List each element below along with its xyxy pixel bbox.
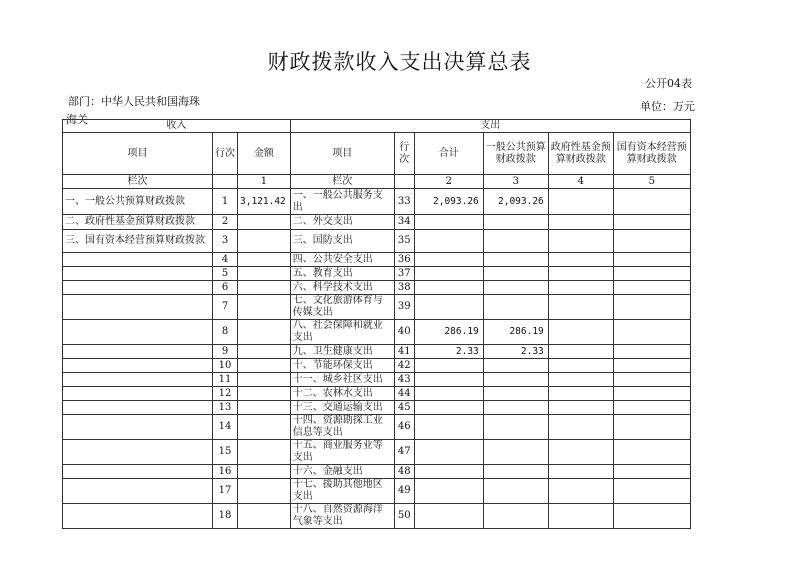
income-header: 收入 — [63, 120, 291, 133]
total-amount — [414, 359, 483, 373]
income-amount — [238, 295, 291, 320]
general-budget-amount: 286.19 — [483, 320, 548, 345]
general-budget-amount — [483, 295, 548, 320]
gov-fund-amount — [548, 504, 613, 529]
income-item — [63, 373, 213, 387]
expense-item: 一、一般公共服务支出 — [290, 189, 394, 215]
expense-line: 43 — [394, 373, 414, 387]
col-exp-item: 项目 — [290, 133, 394, 175]
gov-fund-amount — [548, 401, 613, 415]
total-amount: 286.19 — [414, 320, 483, 345]
form-code: 公开04表 — [645, 77, 692, 90]
income-amount — [238, 415, 291, 440]
total-amount — [414, 267, 483, 281]
income-item: 三、国有资本经营预算财政拨款 — [63, 230, 213, 253]
income-item: 一、一般公共预算财政拨款 — [63, 189, 213, 215]
col-income-amount: 金额 — [238, 133, 291, 175]
expense-line: 33 — [394, 189, 414, 215]
expense-item: 十一、城乡社区支出 — [290, 373, 394, 387]
expense-item: 十八、自然资源海洋气象等支出 — [290, 504, 394, 529]
expense-item: 九、卫生健康支出 — [290, 345, 394, 359]
income-line: 15 — [213, 440, 238, 465]
col-total: 合计 — [414, 133, 483, 175]
income-item — [63, 387, 213, 401]
income-item — [63, 504, 213, 529]
state-capital-amount — [613, 359, 690, 373]
general-budget-amount — [483, 281, 548, 295]
expense-item: 十六、金融支出 — [290, 465, 394, 479]
state-capital-amount — [613, 267, 690, 281]
income-amount — [238, 387, 291, 401]
col-income-line: 行次 — [213, 133, 238, 175]
table-row — [63, 479, 691, 504]
table-row — [63, 359, 691, 373]
state-capital-amount — [613, 415, 690, 440]
table-row — [63, 504, 691, 529]
col-index-4: 4 — [548, 175, 613, 189]
income-line: 11 — [213, 373, 238, 387]
col-index-2: 2 — [414, 175, 483, 189]
state-capital-amount — [613, 253, 690, 267]
income-line: 7 — [213, 295, 238, 320]
gov-fund-amount — [548, 267, 613, 281]
income-item — [63, 253, 213, 267]
gov-fund-amount — [548, 281, 613, 295]
income-amount — [238, 465, 291, 479]
general-budget-amount — [483, 253, 548, 267]
gov-fund-amount — [548, 415, 613, 440]
general-budget-amount — [483, 465, 548, 479]
expense-line: 46 — [394, 415, 414, 440]
state-capital-amount — [613, 215, 690, 230]
budget-table — [62, 119, 691, 529]
col-index-label: 栏次 — [63, 175, 213, 189]
income-line: 1 — [213, 189, 238, 215]
col-index-1: 1 — [238, 175, 291, 189]
expense-line: 48 — [394, 465, 414, 479]
expense-item: 五、教育支出 — [290, 267, 394, 281]
income-item — [63, 415, 213, 440]
income-line: 6 — [213, 281, 238, 295]
state-capital-amount — [613, 373, 690, 387]
income-amount — [238, 401, 291, 415]
total-amount — [414, 465, 483, 479]
state-capital-amount — [613, 281, 690, 295]
table-row — [63, 401, 691, 415]
income-item — [63, 359, 213, 373]
general-budget-amount — [483, 267, 548, 281]
total-amount: 2,093.26 — [414, 189, 483, 215]
income-line: 14 — [213, 415, 238, 440]
state-capital-amount — [613, 387, 690, 401]
expense-item: 三、国防支出 — [290, 230, 394, 253]
income-line: 16 — [213, 465, 238, 479]
gov-fund-amount — [548, 253, 613, 267]
total-amount — [414, 440, 483, 465]
gov-fund-amount — [548, 387, 613, 401]
col-index-label-2: 栏次 — [290, 175, 394, 189]
income-line: 5 — [213, 267, 238, 281]
state-capital-amount — [613, 401, 690, 415]
gov-fund-amount — [548, 373, 613, 387]
expense-line: 37 — [394, 267, 414, 281]
expense-line: 42 — [394, 359, 414, 373]
state-capital-amount — [613, 479, 690, 504]
table-row — [63, 295, 691, 320]
table-row — [63, 215, 691, 230]
col-index-empty — [213, 175, 238, 189]
income-amount — [238, 267, 291, 281]
table-row — [63, 387, 691, 401]
income-amount — [238, 440, 291, 465]
expense-item: 十三、交通运输支出 — [290, 401, 394, 415]
expense-item: 十五、商业服务业等支出 — [290, 440, 394, 465]
income-item — [63, 440, 213, 465]
income-line: 10 — [213, 359, 238, 373]
general-budget-amount — [483, 215, 548, 230]
total-amount — [414, 215, 483, 230]
state-capital-amount — [613, 345, 690, 359]
income-line: 12 — [213, 387, 238, 401]
expense-line: 47 — [394, 440, 414, 465]
income-line: 17 — [213, 479, 238, 504]
expense-header: 支出 — [290, 120, 690, 133]
income-amount — [238, 479, 291, 504]
state-capital-amount — [613, 465, 690, 479]
department-line-2: 海关 — [66, 113, 88, 126]
general-budget-amount: 2.33 — [483, 345, 548, 359]
total-amount — [414, 415, 483, 440]
department-line-1: 部门：中华人民共和国海珠 — [68, 95, 200, 108]
general-budget-amount — [483, 230, 548, 253]
page-title: 财政拨款收入支出决算总表 — [267, 50, 532, 74]
table-row — [63, 345, 691, 359]
total-amount — [414, 387, 483, 401]
general-budget-amount — [483, 504, 548, 529]
col-exp-line: 行次 — [394, 133, 414, 175]
expense-line: 50 — [394, 504, 414, 529]
table-row — [63, 415, 691, 440]
col-index-5: 5 — [613, 175, 690, 189]
general-budget-amount: 2,093.26 — [483, 189, 548, 215]
expense-item: 十、节能环保支出 — [290, 359, 394, 373]
col-general-budget: 一般公共预算财政拨款 — [483, 133, 548, 175]
total-amount — [414, 281, 483, 295]
gov-fund-amount — [548, 320, 613, 345]
expense-item: 八、社会保障和就业支出 — [290, 320, 394, 345]
general-budget-amount — [483, 479, 548, 504]
col-index-3: 3 — [483, 175, 548, 189]
table-row — [63, 440, 691, 465]
income-item — [63, 401, 213, 415]
income-amount — [238, 373, 291, 387]
expense-line: 34 — [394, 215, 414, 230]
expense-line: 40 — [394, 320, 414, 345]
gov-fund-amount — [548, 359, 613, 373]
gov-fund-amount — [548, 189, 613, 215]
table-row — [63, 189, 691, 215]
state-capital-amount — [613, 230, 690, 253]
table-row — [63, 465, 691, 479]
income-amount — [238, 253, 291, 267]
total-amount — [414, 401, 483, 415]
table-row — [63, 373, 691, 387]
total-amount — [414, 295, 483, 320]
expense-line: 49 — [394, 479, 414, 504]
table-row — [63, 253, 691, 267]
income-item — [63, 479, 213, 504]
income-amount — [238, 359, 291, 373]
table-row — [63, 267, 691, 281]
income-item — [63, 320, 213, 345]
gov-fund-amount — [548, 465, 613, 479]
income-amount — [238, 281, 291, 295]
state-capital-amount — [613, 440, 690, 465]
state-capital-amount — [613, 504, 690, 529]
income-amount — [238, 215, 291, 230]
income-amount — [238, 345, 291, 359]
expense-line: 36 — [394, 253, 414, 267]
income-amount: 3,121.42 — [238, 189, 291, 215]
expense-item: 七、文化旅游体育与传媒支出 — [290, 295, 394, 320]
income-line: 8 — [213, 320, 238, 345]
income-line: 9 — [213, 345, 238, 359]
state-capital-amount — [613, 295, 690, 320]
income-amount — [238, 320, 291, 345]
total-amount — [414, 230, 483, 253]
expense-line: 35 — [394, 230, 414, 253]
general-budget-amount — [483, 373, 548, 387]
income-amount — [238, 230, 291, 253]
col-index-empty-2 — [394, 175, 414, 189]
income-item — [63, 465, 213, 479]
unit-label: 单位：万元 — [640, 100, 695, 113]
gov-fund-amount — [548, 345, 613, 359]
general-budget-amount — [483, 401, 548, 415]
income-line: 18 — [213, 504, 238, 529]
total-amount — [414, 479, 483, 504]
gov-fund-amount — [548, 295, 613, 320]
total-amount — [414, 253, 483, 267]
expense-item: 四、公共安全支出 — [290, 253, 394, 267]
income-line: 2 — [213, 215, 238, 230]
expense-line: 41 — [394, 345, 414, 359]
col-state-capital: 国有资本经营预算财政拨款 — [613, 133, 690, 175]
total-amount — [414, 504, 483, 529]
expense-line: 39 — [394, 295, 414, 320]
income-line: 3 — [213, 230, 238, 253]
gov-fund-amount — [548, 479, 613, 504]
expense-item: 十四、资源勘探工业信息等支出 — [290, 415, 394, 440]
total-amount: 2.33 — [414, 345, 483, 359]
income-item: 二、政府性基金预算财政拨款 — [63, 215, 213, 230]
col-income-item: 项目 — [63, 133, 213, 175]
income-amount — [238, 504, 291, 529]
income-item — [63, 281, 213, 295]
general-budget-amount — [483, 359, 548, 373]
expense-item: 十七、援助其他地区支出 — [290, 479, 394, 504]
col-gov-fund: 政府性基金预算财政拨款 — [548, 133, 613, 175]
table-body — [63, 189, 691, 529]
gov-fund-amount — [548, 215, 613, 230]
state-capital-amount — [613, 189, 690, 215]
general-budget-amount — [483, 440, 548, 465]
income-item — [63, 267, 213, 281]
income-line: 4 — [213, 253, 238, 267]
general-budget-amount — [483, 415, 548, 440]
expense-item: 六、科学技术支出 — [290, 281, 394, 295]
income-line: 13 — [213, 401, 238, 415]
expense-item: 二、外交支出 — [290, 215, 394, 230]
general-budget-amount — [483, 387, 548, 401]
expense-line: 45 — [394, 401, 414, 415]
table-row — [63, 320, 691, 345]
expense-item: 十二、农林水支出 — [290, 387, 394, 401]
income-item — [63, 345, 213, 359]
expense-line: 38 — [394, 281, 414, 295]
gov-fund-amount — [548, 440, 613, 465]
table-row — [63, 281, 691, 295]
total-amount — [414, 373, 483, 387]
expense-line: 44 — [394, 387, 414, 401]
table-row — [63, 230, 691, 253]
gov-fund-amount — [548, 230, 613, 253]
income-item — [63, 295, 213, 320]
state-capital-amount — [613, 320, 690, 345]
